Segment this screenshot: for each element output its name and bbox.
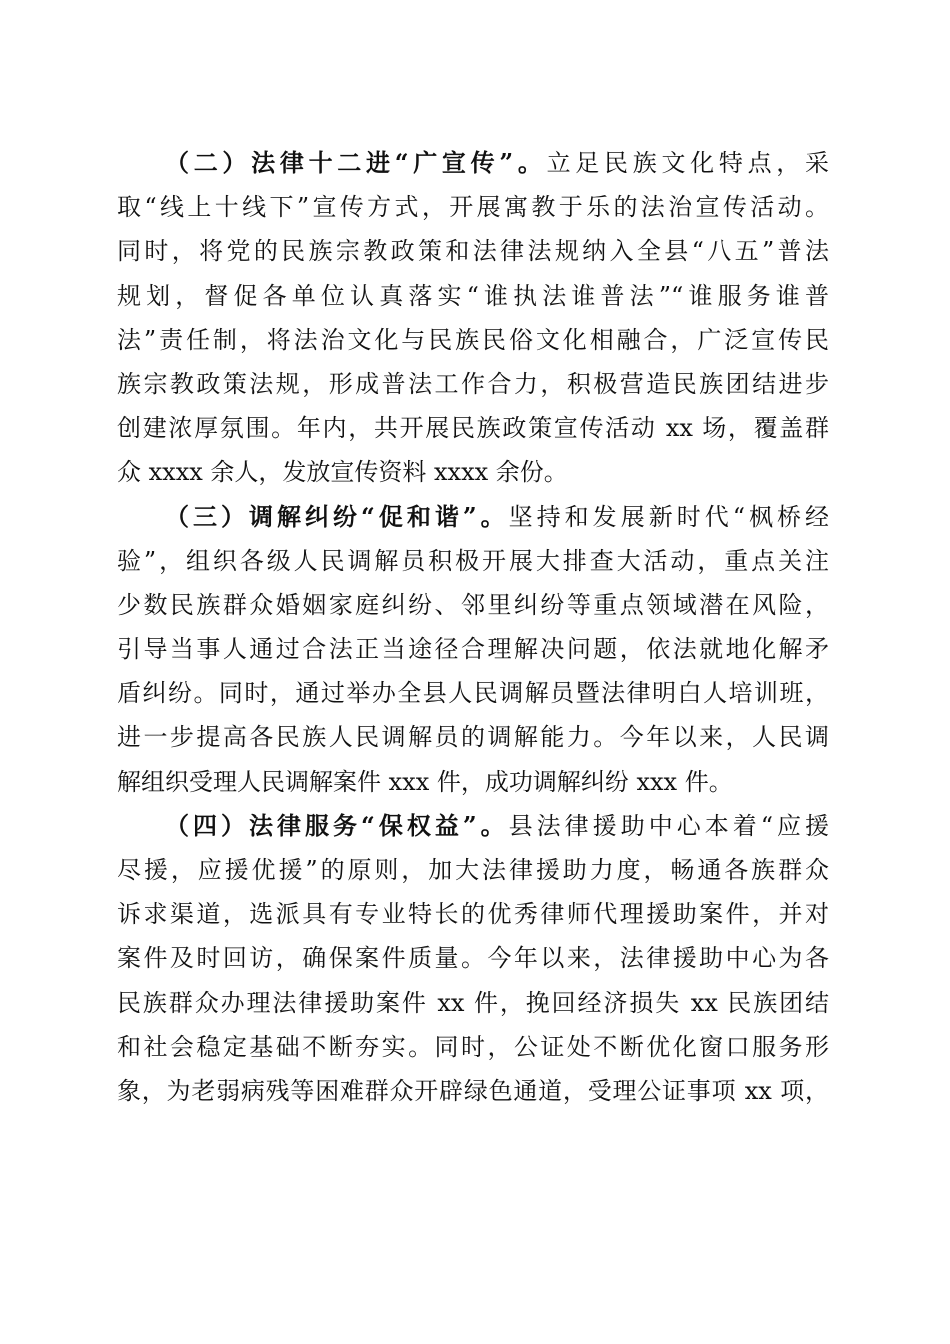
paragraph-line: 进一步提高各民族人民调解员的调解能力。今年以来，人民调	[117, 723, 829, 752]
paragraph-line: 众 xxxx 余人，发放宣传资料 xxxx 余份。	[117, 458, 568, 487]
paragraph-line: 法”责任制，将法治文化与民族民俗文化相融合，广泛宣传民	[117, 325, 829, 354]
paragraph-text: 县法律援助中心本着“应援	[508, 811, 829, 840]
paragraph-line: 象，为老弱病残等困难群众开辟绿色通道，受理公证事项 xx 项，	[117, 1076, 829, 1105]
paragraph-line: 尽援，应援优援”的原则，加大法律援助力度，畅通各族群众	[117, 856, 829, 884]
paragraph-line: 盾纠纷。同时，通过举办全县人民调解员暨法律明白人培训班，	[117, 679, 829, 708]
paragraph-line: 取“线上十线下”宣传方式，开展寓教于乐的法治宣传活动。	[117, 193, 829, 222]
paragraph-line: 诉求渠道，选派具有专业特长的优秀律师代理援助案件，并对	[117, 900, 829, 929]
paragraph-line: 族宗教政策法规，形成普法工作合力，积极营造民族团结进步	[117, 369, 829, 398]
paragraph-line: 和社会稳定基础不断夯实。同时，公证处不断优化窗口服务形	[117, 1032, 829, 1061]
paragraph-line: 少数民族群众婚姻家庭纠纷、邻里纠纷等重点领域潜在风险，	[117, 590, 829, 619]
paragraph-line: 创建浓厚氛围。年内，共开展民族政策宣传活动 xx 场，覆盖群	[117, 414, 829, 443]
paragraph-line: 引导当事人通过合法正当途径合理解决问题，依法就地化解矛	[117, 635, 829, 664]
paragraph-text: 坚持和发展新时代“枫桥经	[508, 502, 829, 531]
paragraph-line: 同时，将党的民族宗教政策和法律法规纳入全县“八五”普法	[117, 237, 829, 266]
paragraph-line	[117, 804, 829, 848]
paragraph-line: 解组织受理人民调解案件 xxx 件，成功调解纠纷 xxx 件。	[117, 767, 733, 796]
paragraph-line	[117, 141, 829, 185]
paragraph-line: 验”，组织各级人民调解员积极开展大排查大活动，重点关注	[117, 546, 829, 575]
paragraph-line: 案件及时回访，确保案件质量。今年以来，法律援助中心为各	[117, 944, 829, 973]
section-heading: （四）法律服务“保权益”。	[165, 810, 509, 840]
document-body	[117, 141, 829, 1113]
paragraph-line: 民族群众办理法律援助案件 xx 件，挽回经济损失 xx 民族团结	[117, 988, 829, 1017]
paragraph-text: 立足民族文化特点，采	[546, 149, 830, 177]
section-heading: （二）法律十二进“广宣传”。	[165, 148, 547, 177]
section-heading: （三）调解纠纷“促和谐”。	[165, 501, 509, 531]
paragraph-line: 规划，督促各单位认真落实“谁执法谁普法”“谁服务谁普	[117, 281, 829, 310]
paragraph-line	[117, 495, 829, 539]
